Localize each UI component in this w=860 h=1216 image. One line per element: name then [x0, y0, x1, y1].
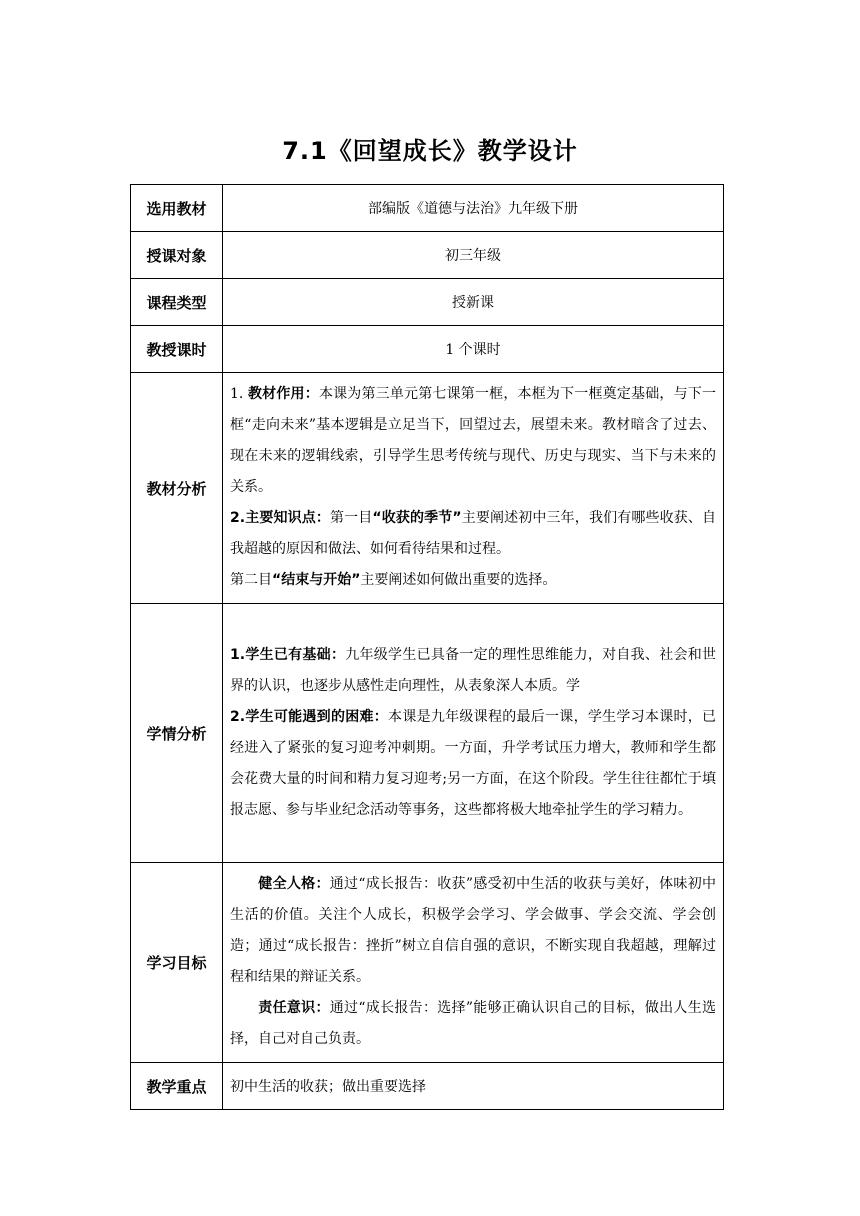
row-value-lesson-type: 授新课 [223, 279, 724, 326]
row-value-goals [223, 863, 724, 1063]
analysis-paragraph-3: 第二目“结束与开始”主要阐述如何做出重要的选择。 [230, 572, 557, 588]
analysis-paragraph-2: 2.主要知识点：第一目“收获的季节”主要阐述初中三年，我们有哪些收获、自我超越的原因和做法、如何看待结果和过程。 [230, 510, 717, 557]
table-row [131, 373, 724, 604]
row-label-lesson-type: 课程类型 [131, 279, 223, 326]
row-value-students [223, 604, 724, 863]
lesson-plan-table [130, 184, 724, 1110]
row-label-focus: 教学重点 [131, 1063, 223, 1110]
row-value-audience: 初三年级 [223, 232, 724, 279]
row-value-textbook: 部编版《道德与法治》九年级下册 [223, 185, 724, 232]
goals-paragraph-1: 健全人格：通过“成长报告：收获”感受初中生活的收获与美好，体味初中生活的价值。关注个人成长，积极学会学习、学会做事、学会交流、学会创造；通过“成长报告：挫折”树立自信自强的意识，不断实现自我超越，理解过程和结果的辩证关系。 [230, 876, 716, 985]
row-label-analysis: 教材分析 [131, 373, 223, 604]
goals-paragraph-2: 责任意识：通过“成长报告：选择”能够正确认识自己的目标，做出人生选择，自己对自己负责。 [230, 1000, 716, 1047]
students-paragraph-2: 2.学生可能遇到的困难：本课是九年级课程的最后一课，学生学习本课时，已经进入了紧张的复习迎考冲刺期。一方面，升学考试压力增大，教师和学生都会花费大量的时间和精力复习迎考;另一方面，在这个阶段。学生往往都忙于填报志愿、参与毕业纪念活动等事务，这些都将极大地牵扯学生的学习精力。 [230, 708, 717, 818]
row-value-hours: 1 个课时 [223, 326, 724, 373]
table-row [131, 326, 724, 373]
row-label-audience: 授课对象 [131, 232, 223, 279]
row-label-goals: 学习目标 [131, 863, 223, 1063]
analysis-paragraph-1: 1. 教材作用：本课为第三单元第七课第一框，本框为下一框奠定基础，与下一框“走向未来”基本逻辑是立足当下，回望过去，展望未来。教材暗含了过去、现在未来的逻辑线索，引导学生思考传统与现代、历史与现实、当下与未来的关系。 [230, 386, 716, 495]
table-row [131, 232, 724, 279]
row-label-hours: 教授课时 [131, 326, 223, 373]
row-label-textbook: 选用教材 [131, 185, 223, 232]
students-paragraph-1: 1.学生已有基础：九年级学生已具备一定的理性思维能力，对自我、社会和世界的认识，也逐步从感性走向理性，从表象深人本质。学 [230, 646, 717, 694]
table-row [131, 604, 724, 863]
row-label-students: 学情分析 [131, 604, 223, 863]
row-value-focus: 初中生活的收获；做出重要选择 [223, 1063, 724, 1110]
table-row [131, 863, 724, 1063]
table-row [131, 1063, 724, 1110]
table-row [131, 185, 724, 232]
row-value-analysis [223, 373, 724, 604]
page-title: 7.1《回望成长》教学设计 [282, 137, 578, 165]
table-row [131, 279, 724, 326]
